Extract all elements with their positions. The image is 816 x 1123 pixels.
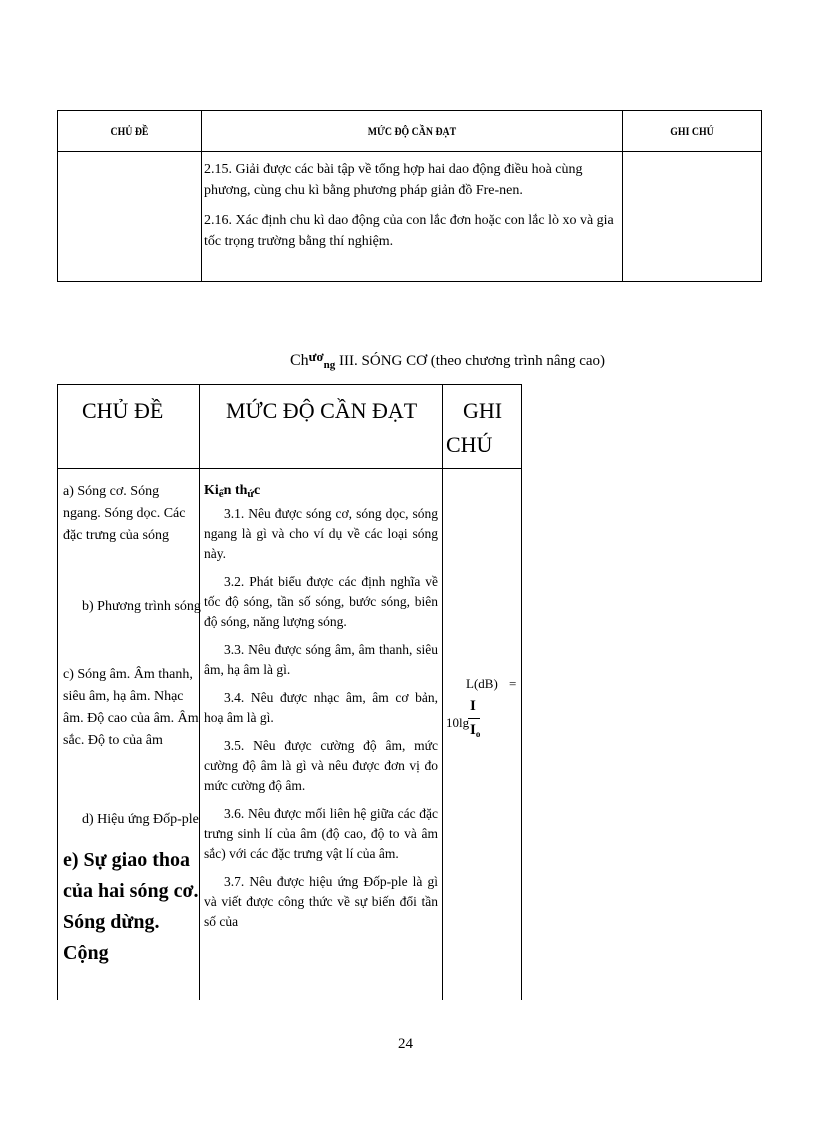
header-requirement: MỨC ĐỘ CẦN ĐẠT xyxy=(367,123,457,138)
topic-item: c) Sóng âm. Âm thanh, siêu âm, hạ âm. Nhạc âm. Độ cao của âm. Âm sắc. Độ to của âm xyxy=(63,667,199,748)
formula-subscript: o xyxy=(475,729,481,739)
requirement-cell xyxy=(204,159,624,261)
header-note: GHI CHÚ xyxy=(670,123,714,138)
formula-equals: = xyxy=(509,676,517,691)
section-heading-part: c xyxy=(254,483,261,498)
requirement-item: 2.15. Giải được các bài tập về tổng hợp hai dao động điều hoà cùng phương, cùng chu kì bằng phương pháp giản đồ Fre-nen. xyxy=(204,162,583,198)
chapter-title xyxy=(290,349,606,371)
topic-item: a) Sóng cơ. Sóng ngang. Sóng dọc. Các đặc trưng của sóng xyxy=(63,484,186,543)
chapter-title-part: Ch xyxy=(290,352,309,369)
table-divider xyxy=(199,385,200,1000)
requirement-item: 3.3. Nêu được sóng âm, âm thanh, siêu âm, hạ âm là gì. xyxy=(204,642,438,677)
section-heading-part: n th xyxy=(223,483,248,498)
requirement-item: 3.5. Nêu được cường độ âm, mức cường độ âm là gì và nêu được đơn vị đo mức cường độ âm. xyxy=(204,738,438,793)
topic-item: d) Hiệu ứng Đốp-ple xyxy=(82,812,199,827)
section-heading-part: Ki xyxy=(204,483,219,498)
topic-item: b) Phương trình sóng xyxy=(82,599,201,614)
formula-numerator: I xyxy=(470,698,476,714)
page-number: 24 xyxy=(398,1036,413,1052)
requirement-item: 3.2. Phát biểu được các định nghĩa về tốc độ sóng, tần số sóng, bước sóng, biên độ sóng, năng lượng sóng. xyxy=(204,574,438,629)
section-heading-part: ứ xyxy=(247,488,255,500)
chapter-title-part: III. SÓNG CƠ (theo chương trình nâng cao) xyxy=(335,353,606,369)
requirement-cell xyxy=(204,481,438,940)
table-divider xyxy=(442,385,443,1000)
formula-denominator: $I_o$ xyxy=(470,722,481,739)
header-note: CHÚ xyxy=(446,432,493,457)
section-heading xyxy=(204,481,438,501)
formula-fraction-bar xyxy=(468,718,480,719)
table-divider xyxy=(58,468,521,469)
requirement-item: 3.7. Nêu được hiệu ứng Đốp-ple là gì và viết được công thức về sự biến đổi tần số của xyxy=(204,874,438,929)
header-note: GHI xyxy=(463,398,503,423)
requirement-item: 2.16. Xác định chu kì dao động của con lắc đơn hoặc con lắc lò xo và gia tốc trọng trường bằng thí nghiệm. xyxy=(204,213,614,249)
header-topic: CHỦ ĐỀ xyxy=(110,123,149,138)
formula-lhs: L(dB) xyxy=(466,676,498,691)
table-divider xyxy=(201,111,202,281)
section-heading-part: ể xyxy=(218,488,224,500)
header-requirement: MỨC ĐỘ CẦN ĐẠT xyxy=(226,398,418,423)
chapter-requirements-table xyxy=(57,384,522,1000)
requirement-item: 3.6. Nêu được mối liên hệ giữa các đặc trưng sinh lí của âm (độ cao, độ to và âm sắc) với các đặc trưng vật lí của âm. xyxy=(204,806,438,861)
header-topic: CHỦ ĐỀ xyxy=(82,398,164,423)
requirements-table-continued xyxy=(57,110,762,282)
requirement-item: 3.1. Nêu được sóng cơ, sóng dọc, sóng ngang là gì và cho ví dụ về các loại sóng này. xyxy=(204,506,438,561)
table-divider xyxy=(58,151,761,152)
formula-coefficient: 10lg xyxy=(446,715,470,730)
chapter-title-part: ươ xyxy=(308,349,324,364)
requirement-item: 3.4. Nêu được nhạc âm, âm cơ bản, hoạ âm là gì. xyxy=(204,690,438,725)
topic-item: e) Sự giao thoa của hai sóng cơ. Sóng dừng. Cộng xyxy=(63,849,199,964)
chapter-title-part: ng xyxy=(323,359,336,371)
